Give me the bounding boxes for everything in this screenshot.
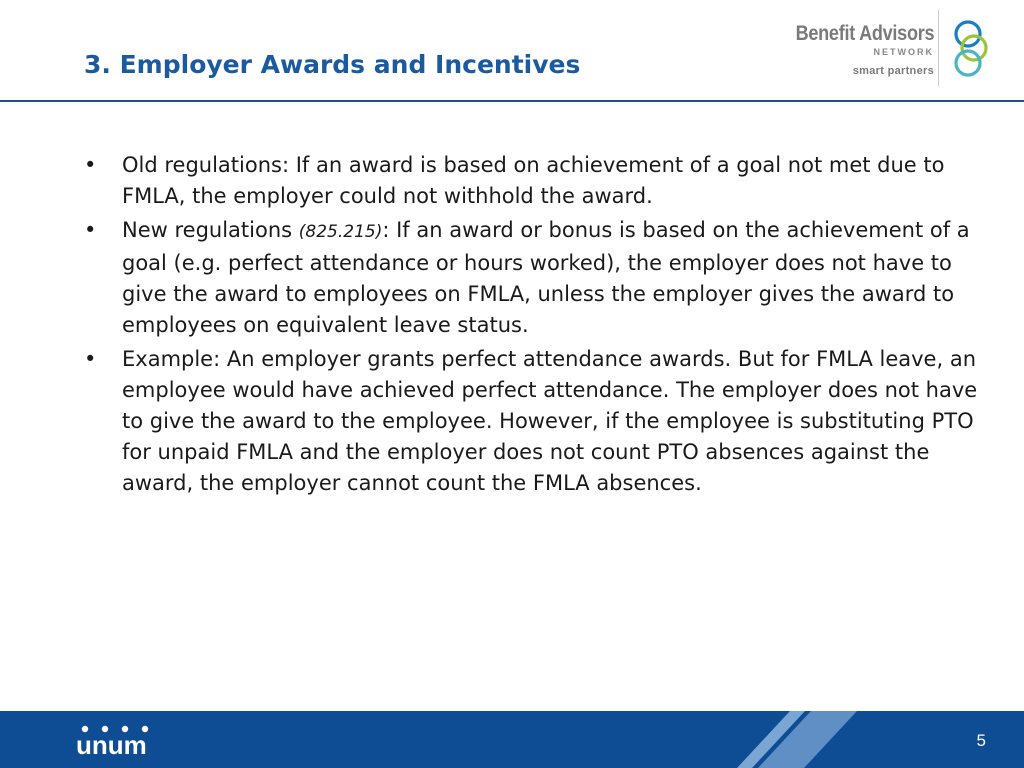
footer-bar: [0, 711, 1024, 768]
page-number: 5: [976, 731, 986, 750]
logo-divider: [938, 10, 939, 86]
regulation-citation: (825.215): [298, 222, 383, 242]
bullet-item-new-regulations: [84, 215, 994, 341]
bullet-item-old-regulations: [84, 150, 994, 212]
logo-name: Benefit Advisors: [795, 22, 934, 45]
slide-title: 3. Employer Awards and Incentives: [84, 50, 581, 79]
unum-logo: [74, 723, 164, 757]
bullet-dot: •: [84, 347, 97, 371]
bullet-lead: New regulations: [122, 218, 299, 242]
bullet-text: Example: An employer grants perfect attendance awards. But for FMLA leave, an employee would have achieved perfect attendance. The employer does not have to give the award to the employee. However, if the employee is substituting PTO for unpaid FMLA and the employer does not count PTO absences against the award, the employer cannot count the FMLA absences.: [122, 347, 978, 495]
bullet-text: : If an award or bonus is based on the achievement of a goal (e.g. perfect attendance or hours worked), the employer does not have to give the award to employees on FMLA, unless the employer gives the award to employees on equivalent leave status.: [122, 218, 970, 337]
bullet-text: Old regulations: If an award is based on achievement of a goal not met due to FMLA, the employer could not withhold the award.: [122, 153, 945, 208]
bullet-dot: •: [84, 218, 97, 242]
benefit-advisors-logo: [780, 10, 1024, 90]
logo-network: NETWORK: [873, 47, 934, 57]
bullet-list: [84, 150, 994, 502]
title-divider: [0, 100, 1024, 102]
bullet-dot: •: [84, 153, 97, 177]
logo-tagline: smart partners: [852, 65, 934, 77]
bullet-item-example: [84, 344, 994, 499]
interlocking-rings-icon: [946, 16, 996, 82]
brand-wordmark: unum: [76, 730, 147, 757]
